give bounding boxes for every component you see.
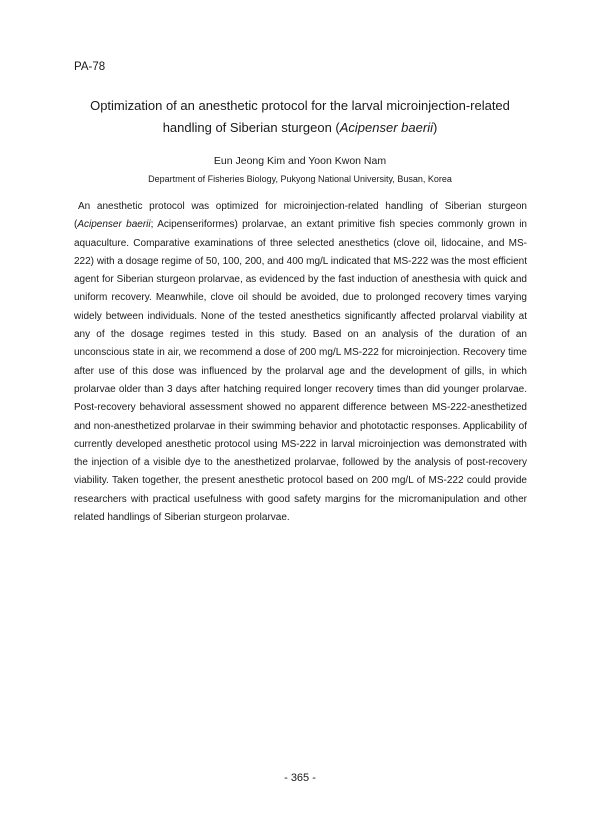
abstract-part-2: ; Acipenseriformes) prolarvae, an extant primitive fish species commonly grown in aquaculture. Comparative examinations of three selected anesthetics (clove oil, lidocaine, and MS-222) with a dosage regime of 50, 100, 200, and 400 mg/L indicated that MS-222 was the most efficient agent for Siberian sturgeon prolarvae, as evidenced by the fast induction of anesthesia with quick and uniform recovery. Meanwhile, clove oil should be avoided, due to prolonged recovery times varying widely between individuals. None of the tested anesthetics significantly affected prolarval viability at any of the dosage regimes tested in this study. Based on an analysis of the duration of an unconscious state in air, we recommend a dose of 200 mg/L MS-222 for microinjection. Recovery time after use of this dose was influenced by the prolarval age and the development of gills, in which prolarvae older than 3 days after hatching required longer recovery times than did younger prolarvae. Post-recovery behavioral assessment showed no apparent difference between MS-222-anesthetized and non-anesthetized prolarvae in their swimming behavior and phototactic responses. Applicability of currently developed anesthetic protocol using MS-222 in larval microinjection was demonstrated with the injection of a visible dye to the anesthetized prolarvae, followed by the analysis of post-recovery viability. Taken together, the present anesthetic protocol based on 200 mg/L of MS-222 could provide researchers with practical usefulness with good safety margins for the micromanipulation and other related handlings of Siberian sturgeon prolarvae.	[74, 219, 527, 524]
abstract-body	[74, 198, 527, 527]
title-line-2-suffix: )	[432, 120, 438, 135]
title-line-1: Optimization of an anesthetic protocol for the larval microinjection-related	[90, 98, 510, 113]
affiliation: Department of Fisheries Biology, Pukyong National University, Busan, Korea	[148, 174, 452, 184]
abstract-species-name: Acipenser baerii	[77, 219, 151, 231]
paper-title	[60, 95, 540, 139]
page-number: - 365 -	[284, 772, 316, 784]
title-line-2-prefix: handling of Siberian sturgeon (	[162, 120, 340, 135]
authors: Eun Jeong Kim and Yoon Kwon Nam	[213, 155, 387, 167]
abstract-part-1: An anesthetic protocol was optimized for microinjection-related handling of Siberian sturgeon (	[74, 201, 527, 231]
abstract-code: PA-78	[74, 61, 106, 73]
title-species-name: Acipenser baerii	[339, 120, 433, 135]
